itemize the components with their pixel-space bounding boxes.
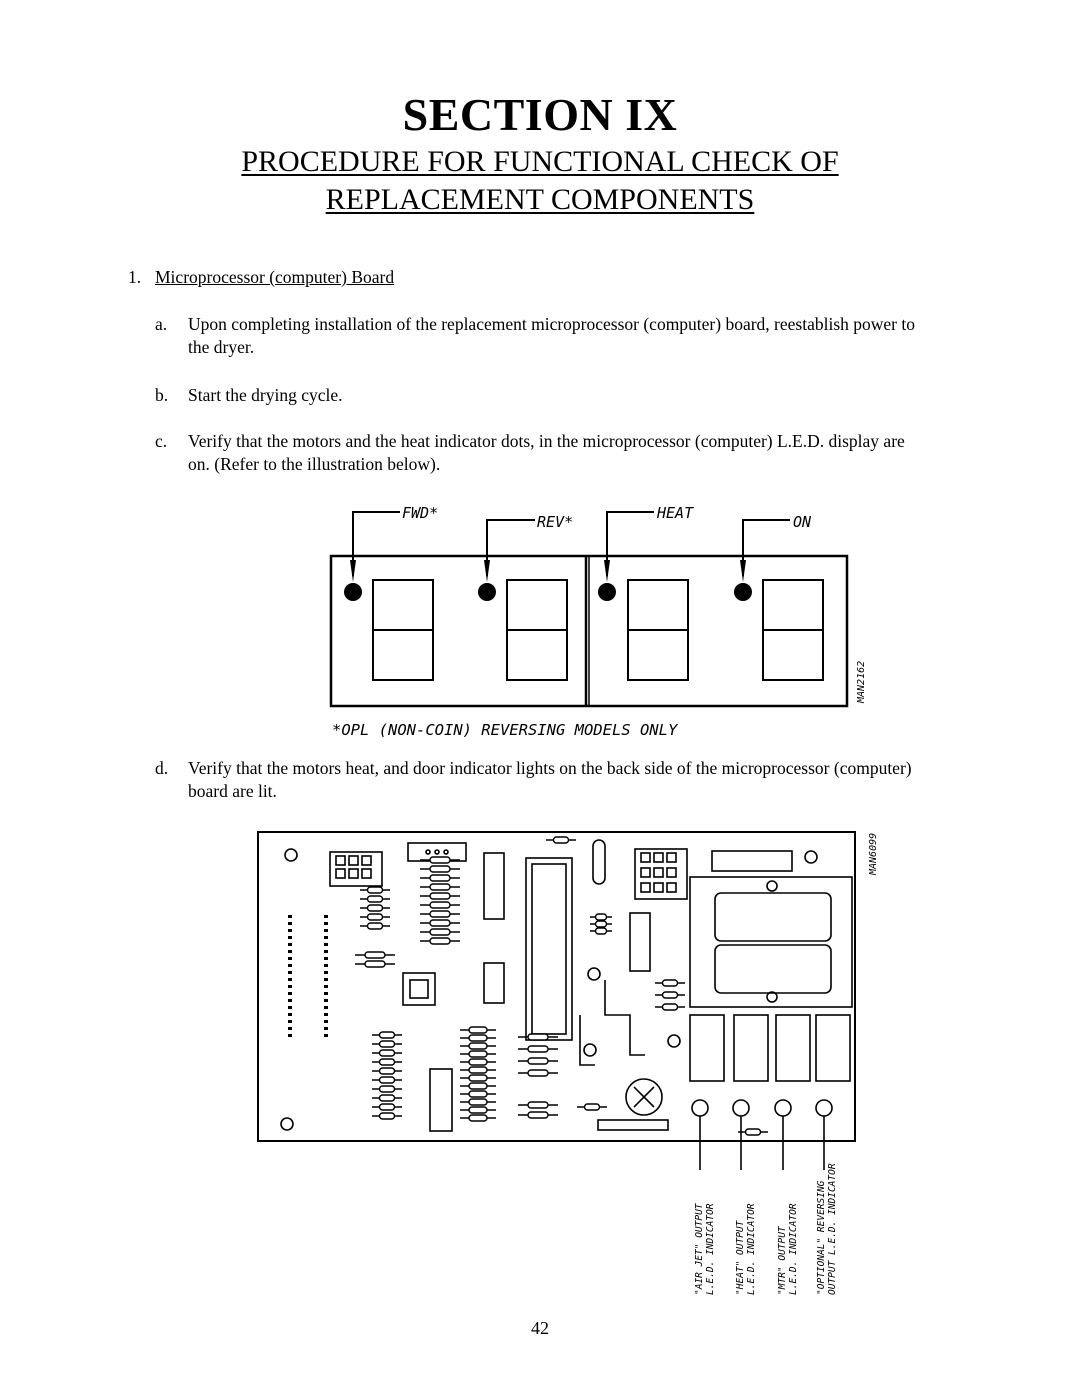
header-pin [324, 971, 328, 974]
page-number: 42 [531, 1318, 549, 1338]
circuit-board-diagram [250, 815, 890, 1305]
resistor [469, 1027, 487, 1033]
resistor [368, 923, 383, 929]
mount-hole [281, 1118, 293, 1130]
step-c-line-2: on. (Refer to the illustration below). [188, 454, 441, 474]
header-pin [288, 1034, 292, 1037]
header-pin [288, 999, 292, 1002]
resistor [380, 1104, 395, 1110]
header-pin [324, 964, 328, 967]
step-d-line-2: board are lit. [188, 781, 277, 801]
resistor [380, 1077, 395, 1083]
resistor [380, 1113, 395, 1119]
rev-indicator-dot [478, 583, 496, 601]
header-pin [324, 936, 328, 939]
resistor [469, 1075, 487, 1081]
header-pin [288, 922, 292, 925]
resistor [430, 893, 450, 899]
header-pin [288, 915, 292, 918]
resistor [469, 1099, 487, 1105]
resistor [528, 1058, 548, 1064]
resistor [368, 914, 383, 920]
step-b-letter: b. [155, 385, 169, 405]
resistor [469, 1051, 487, 1057]
step-d-line-1: Verify that the motors heat, and door indicator lights on the back side of the microprocessor (computer) [188, 758, 912, 778]
header-pin [324, 999, 328, 1002]
relay [816, 1015, 850, 1081]
header-pin [324, 1034, 328, 1037]
on-indicator-dot [734, 583, 752, 601]
heat-leader [607, 512, 654, 576]
resistor-array [355, 837, 768, 1135]
header-pin [324, 1027, 328, 1030]
resistor [380, 1032, 395, 1038]
indicator-label-4-line-2: OUTPUT L.E.D. INDICATOR [827, 1163, 838, 1295]
step-c-letter: c. [155, 431, 168, 451]
resistor [469, 1035, 487, 1041]
header-pin [324, 978, 328, 981]
microprocessor-chip [526, 858, 572, 1040]
resistor [663, 1004, 678, 1010]
square-chip [403, 973, 435, 1005]
header-pin [288, 943, 292, 946]
mount-hole [805, 851, 817, 863]
resistor [554, 837, 569, 843]
fwd-indicator-dot [344, 583, 362, 601]
led-indicator [733, 1100, 749, 1116]
resistor [430, 866, 450, 872]
resistor [528, 1112, 548, 1118]
resistor [528, 1102, 548, 1108]
crystal [593, 840, 605, 884]
header-pin [288, 1020, 292, 1023]
fwd-leader [353, 512, 400, 576]
resistor [430, 929, 450, 935]
digit-4 [763, 580, 823, 680]
resistor [663, 992, 678, 998]
indicator-label-3-line-2: L.E.D. INDICATOR [788, 1203, 799, 1295]
subtitle-line-1: PROCEDURE FOR FUNCTIONAL CHECK OF [241, 145, 839, 178]
item-title: Microprocessor (computer) Board [155, 267, 395, 287]
resistor [368, 905, 383, 911]
board-outline [258, 832, 855, 1141]
relay [690, 1015, 724, 1081]
digit-3 [628, 580, 688, 680]
rev-leader [487, 520, 535, 576]
resistor [430, 911, 450, 917]
resistor [469, 1107, 487, 1113]
display-code: MAN2162 [856, 660, 867, 703]
header-pin [288, 978, 292, 981]
led-indicator [692, 1100, 708, 1116]
resistor [469, 1067, 487, 1073]
header-pin [324, 950, 328, 953]
header-pin [324, 957, 328, 960]
digit-2 [507, 580, 567, 680]
indicator-label-1-line-1: "AIR JET" OUTPUT [694, 1203, 705, 1295]
header-pin [288, 957, 292, 960]
resistor [430, 902, 450, 908]
header-pin [324, 1013, 328, 1016]
header-pin [324, 929, 328, 932]
header-pin [324, 992, 328, 995]
ic-chip [630, 913, 650, 971]
header-pin [288, 971, 292, 974]
led-display-diagram [320, 498, 880, 743]
resistor [596, 928, 607, 934]
resistor [469, 1115, 487, 1121]
resistor [469, 1083, 487, 1089]
resistor [596, 914, 607, 920]
mount-hole [285, 849, 297, 861]
resistor [368, 887, 383, 893]
header-pin [324, 1020, 328, 1023]
header-pin [324, 985, 328, 988]
display-footnote: *OPL (NON-COIN) REVERSING MODELS ONLY [332, 721, 678, 739]
resistor [380, 1068, 395, 1074]
indicator-label-2-line-2: L.E.D. INDICATOR [746, 1203, 757, 1295]
indicator-label-3-line-1: "MTR" OUTPUT [777, 1226, 788, 1295]
resistor [365, 952, 385, 958]
step-b-line-1: Start the drying cycle. [188, 385, 343, 405]
indicator-label-2-line-1: "HEAT" OUTPUT [735, 1220, 746, 1295]
resistor [380, 1086, 395, 1092]
indicator-label-1-line-2: L.E.D. INDICATOR [705, 1203, 716, 1295]
header-pin [288, 929, 292, 932]
header-pin [288, 964, 292, 967]
step-a-line-2: the dryer. [188, 337, 255, 357]
resistor [430, 920, 450, 926]
item-number: 1. [128, 267, 142, 287]
subtitle-line-2: REPLACEMENT COMPONENTS [325, 183, 755, 216]
indicator-label-4-line-1: "OPTIONAL" REVERSING [816, 1180, 827, 1295]
board-code: MAN6099 [868, 832, 879, 875]
led-indicator [816, 1100, 832, 1116]
ic-chip [484, 853, 504, 919]
header-pin [324, 915, 328, 918]
resistor [365, 961, 385, 967]
resistor [430, 857, 450, 863]
resistor [380, 1095, 395, 1101]
relay [776, 1015, 810, 1081]
header-pin [324, 1006, 328, 1009]
resistor [368, 896, 383, 902]
header-pin [288, 1013, 292, 1016]
step-a-letter: a. [155, 314, 168, 334]
resistor [380, 1041, 395, 1047]
step-a-line-1: Upon completing installation of the replacement microprocessor (computer) board, reestablish power to [188, 314, 915, 334]
header-pin [288, 1006, 292, 1009]
header-pin [288, 936, 292, 939]
resistor [596, 921, 607, 927]
resistor [430, 875, 450, 881]
led-indicator [775, 1100, 791, 1116]
resistor [469, 1091, 487, 1097]
resistor [430, 884, 450, 890]
step-c-line-1: Verify that the motors and the heat indicator dots, in the microprocessor (computer) L.E.D. display are [188, 431, 905, 451]
resistor [585, 1104, 600, 1110]
ic-chip [430, 1069, 452, 1131]
on-label: ON [793, 513, 812, 531]
header-pin [288, 950, 292, 953]
header-pin [324, 922, 328, 925]
header-pin [324, 943, 328, 946]
resistor [380, 1050, 395, 1056]
ic-chip [484, 963, 504, 1003]
resistor [746, 1129, 761, 1135]
resistor [430, 938, 450, 944]
header-pins [288, 915, 328, 1037]
heat-indicator-dot [598, 583, 616, 601]
label-plate [712, 851, 792, 871]
header-pin [288, 1027, 292, 1030]
resistor [528, 1034, 548, 1040]
resistor [469, 1043, 487, 1049]
fwd-label: FWD* [402, 504, 439, 522]
header-pin [288, 992, 292, 995]
resistor [380, 1059, 395, 1065]
heat-label: HEAT [657, 504, 694, 522]
on-leader [743, 520, 790, 576]
rev-label: REV* [537, 513, 574, 531]
digit-1 [373, 580, 433, 680]
resistor [528, 1046, 548, 1052]
relay [734, 1015, 768, 1081]
header-pin [288, 985, 292, 988]
resistor [469, 1059, 487, 1065]
step-d-letter: d. [155, 758, 169, 778]
resistor [528, 1070, 548, 1076]
resistor [663, 980, 678, 986]
section-title: SECTION IX [402, 89, 678, 140]
